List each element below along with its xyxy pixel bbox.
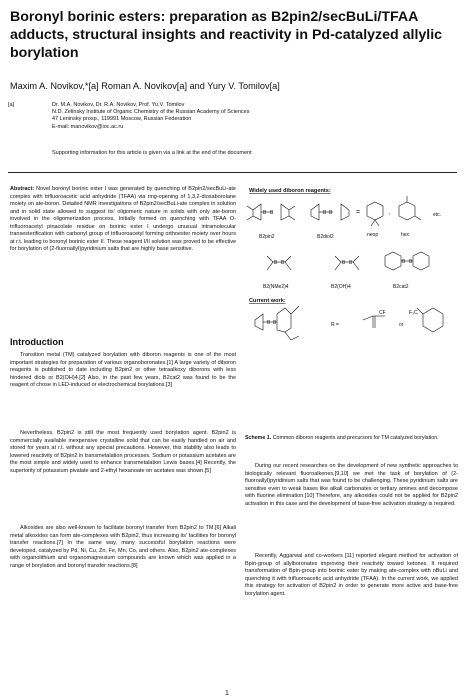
- affiliation-tag: [a]: [8, 102, 15, 108]
- scheme-label-neop: neop: [367, 232, 379, 238]
- scheme-label-b2nme24: B2(NMe2)4: [263, 284, 289, 290]
- atom-label: B: [323, 210, 327, 216]
- scheme-caption: [245, 435, 458, 442]
- b2oh4-structure: [335, 256, 359, 270]
- atom-label: F₃C: [409, 310, 418, 316]
- atom-label: B: [267, 320, 271, 326]
- scheme-label-b2pin2: B2pin2: [259, 234, 275, 240]
- b2cat2-structure: [385, 252, 429, 270]
- svg-text:,: ,: [389, 210, 391, 216]
- body-paragraph: Recently, Aggarwal and co-workers [11] reported elegant method for activation of Bpin-group of allylboronates improving their reactivity toward ketones. It required transformation of Bpin-group into borinic ester by making ate-complex with nBuLi and quenching it with trifluoroacetic acid anhydride (TFAA). In the current work, we applied this strategy for activation of B2pin2 in order to generate more active and base-free borylation agent.: [245, 553, 458, 597]
- scheme-caption-label: Scheme 1.: [245, 435, 272, 441]
- affiliation-line: N.D. Zelinsky Institute of Organic Chemistry of the Russian Academy of Sciences: [52, 109, 250, 116]
- current-work-structure: [255, 306, 299, 340]
- scheme-label-b2oh4: B2(OH)4: [331, 284, 351, 290]
- b2nme24-structure: [267, 256, 291, 270]
- abstract-label: Abstract:: [10, 186, 35, 192]
- atom-label: B: [402, 259, 406, 265]
- section-heading-introduction: Introduction: [10, 337, 64, 347]
- paper-title: Boronyl borinic esters: preparation as B2pin2/secBuLi/TFAA adducts, structural insights and reactivity in Pd-catalyzed allylic borylation: [10, 9, 443, 61]
- atom-label: B: [274, 260, 278, 266]
- scheme-label-b2diol2: B2diol2: [317, 234, 334, 240]
- header-rule: [8, 172, 457, 173]
- svg-text:=: =: [356, 209, 361, 216]
- trifluoroacetyl-group: [363, 316, 385, 328]
- affiliation-line: Dr. M.A. Novikov, Dr. R.A. Novikov, Prof. Yu.V. Tomilov: [52, 102, 185, 108]
- body-paragraph: Transition metal (TM) catalyzed borylation with diboron reagents is one of the most important strategies for preparation of various organoboronates.[1] A large variety of diboron reagents is published to date including B2pin2 or other tetraalkoxy diborons with less hindered diols or B2(OH)4.[2] Also, in the past few years, B2cat2 was found to be the reagent of chose in LED-induced or electrochemical borylations.[3]: [10, 352, 236, 389]
- scheme-heading-current-work: Current work:: [249, 298, 286, 304]
- atom-label: B: [263, 210, 267, 216]
- hex-ring: [399, 196, 421, 220]
- scheme-figure: [243, 180, 460, 435]
- atom-label: B: [281, 260, 285, 266]
- affiliation-line: 47 Leninsky prosp., 119991 Moscow, Russian Federation: [52, 116, 192, 123]
- atom-label: B: [273, 320, 277, 326]
- scheme-heading-widely-used: Widely used diboron reagents:: [249, 188, 331, 194]
- scheme-label-hex: hex: [401, 232, 410, 238]
- atom-label: B: [329, 210, 333, 216]
- scheme-r-equals: R =: [331, 322, 339, 328]
- atom-label: CF: [379, 310, 386, 316]
- affiliation-block: [52, 102, 442, 131]
- scheme-or: or: [399, 322, 404, 328]
- neop-ring: [367, 202, 383, 226]
- scheme-caption-text: Common diboron reagents and precursors for TM catalyzed borylation.: [271, 435, 439, 441]
- abstract-text: Novel boronyl borinic ester I was generated by quenching of B2pin2/secBuLi-ate complex with trifluoroacetic acid anhydride (TFAA) via ring-opening of 1,3,2-dioxaborolane moiety on ate-boron. Detailed NMR investigations of B2pin2/secBuLi-ate complex in solution and in solid state allowed to suggest its' oligomeric nature in solids with only ate-boron involved in the oligomerization process. Initially formed on quenching with TFAA O-trifluoroacetyl pinacolate residue on borinic ester I undergo unusual intramolecular transesterification with carbonyl group of trifluoroacetyl forming orthoester moiety over hours at r.t. leading to boronyl borinic ester II. These reagent I/II solution was proved to be effective for borylation of (2-fluoroallyl)pyridinium salts that are highly base sensitive.: [10, 186, 236, 253]
- scheme-label-etc: etc.: [433, 212, 442, 218]
- scheme-label-b2cat2: B2cat2: [393, 284, 409, 290]
- body-paragraph: During our recent researches on the development of new synthetic approaches to biologically relevant fluoroalkenes,[9,10] we met the task of borylation of (2-fluoroallyl)pyridinium salts that was found to be challenging. These pyridinium salts are sensitive even to weak bases like alkali carbonates or tertiary amines and decompose with fluorine elimination.[10] Therefore, any alkoxides could not be applied for B2pin2 activation in this case and the development of base-free activation strategy is required.: [245, 463, 458, 507]
- supporting-info-note: Supporting information for this article is given via a link at the end of the document: [52, 150, 252, 156]
- atom-label: B: [342, 260, 346, 266]
- abstract: [10, 186, 236, 254]
- author-list: Maxim A. Novikov,*[a] Roman A. Novikov[a] and Yury V. Tomilov[a]: [10, 81, 280, 91]
- orthoester-group: [417, 308, 443, 332]
- body-paragraph: Nevertheless, B2pin2 is still the most frequently used borylation agent. B2pin2 is commercially available inexpensive crystalline solid that can be easily handled on air and stored for years at r.t. without any special precautions. However, this stability also leads to lowered reactivity of B2pin2 in transmetalation processes. Sodium or potassium acetates are the most simple and widely used to enhance transmetalation Lewis bases.[4] Recently, the superiority of potassium pivalate and 2-ethyl hexanoate on acetates was shown.[5]: [10, 430, 236, 474]
- atom-label: B: [409, 259, 413, 265]
- body-paragraph: Alkoxides are also well-known to facilitate boronyl transfer from B2pin2 to TM.[6] Alkali metal alkoxides can form ate-complexes with B2pin2, thus increasing its' facilities for boronyl transfer reactions.[7] In the same way, many successful borylation reactions were developed, catalyzed by Pd, Ni, Cu, Zn, Fe, Mn, Co, and others. Also, B2pin2 ate-complexes with organolithium and organomagnesium compounds are known which was applied in a range of borylation and boronyl transfer reactions.[8]: [10, 525, 236, 569]
- atom-label: B: [270, 210, 274, 216]
- page-number: 1: [225, 690, 229, 697]
- atom-label: B: [349, 260, 353, 266]
- affiliation-email: E-mail: manovikov@ioc.ac.ru: [52, 123, 124, 130]
